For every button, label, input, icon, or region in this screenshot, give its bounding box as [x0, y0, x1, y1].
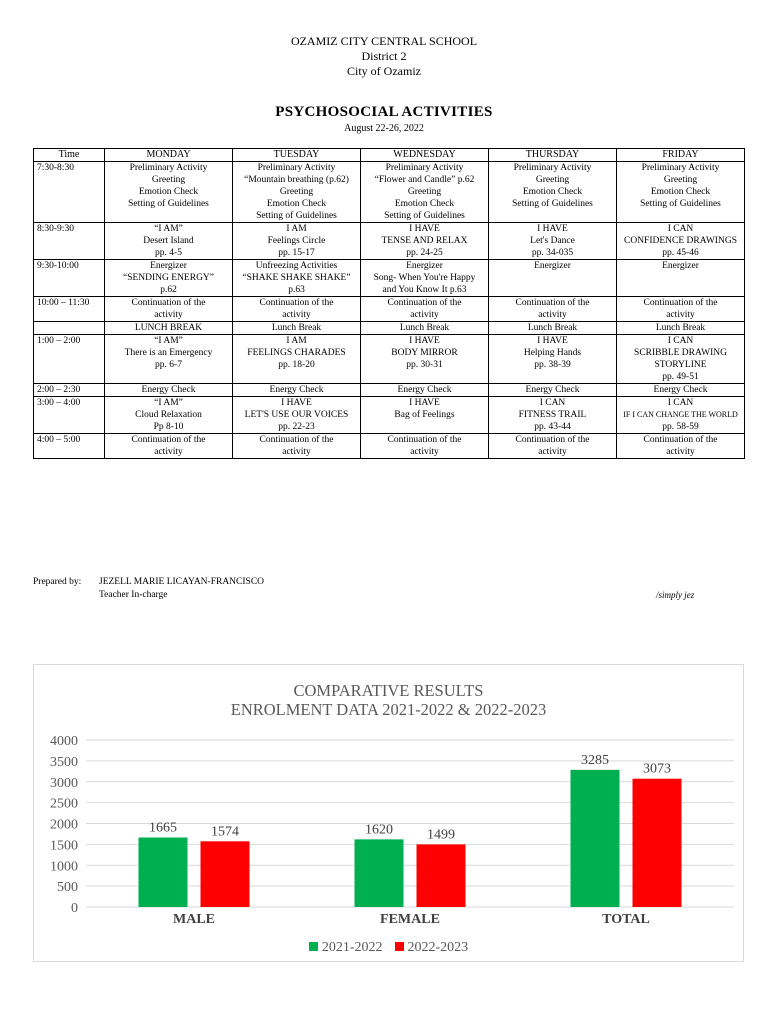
preparer-name: JEZELL MARIE LICAYAN-FRANCISCO: [99, 577, 265, 587]
activity-line: and You Know It p.63: [382, 285, 467, 295]
legend-swatch: [309, 942, 318, 951]
activity-line: I CAN: [667, 336, 694, 346]
document-date: August 22-26, 2022: [344, 123, 424, 134]
bar: [633, 779, 682, 907]
activity-line: Preliminary Activity: [385, 163, 464, 173]
activity-line: Setting of Guidelines: [256, 211, 337, 221]
time-slot: 7:30-8:30: [34, 162, 105, 223]
activity-line: Pp 8-10: [153, 422, 184, 432]
table-row: [34, 162, 745, 223]
activity-line: Preliminary Activity: [513, 163, 592, 173]
time-slot: 4:00 – 5:00: [34, 434, 105, 459]
activity-line: pp. 24-25: [406, 248, 443, 258]
chart-subtitle: ENROLMENT DATA 2021-2022 & 2022-2023: [230, 700, 547, 719]
activity-cell-friday: [617, 223, 745, 260]
activity-line: Continuation of the: [515, 298, 590, 308]
activity-line: Continuation of the: [387, 435, 462, 445]
table-row: [34, 260, 745, 297]
activity-cell-thursday: [489, 322, 617, 335]
activity-line: pp. 22-23: [278, 422, 315, 432]
data-label: 1574: [211, 824, 239, 840]
activity-cell-friday: [617, 384, 745, 397]
activity-line: “SHAKE SHAKE SHAKE”: [242, 273, 351, 283]
activity-line: SCRIBBLE DRAWING: [634, 348, 727, 358]
bar: [571, 770, 620, 907]
column-header-wednesday: WEDNESDAY: [361, 149, 489, 162]
activity-cell-wednesday: [361, 322, 489, 335]
activity-line: pp. 38-39: [534, 360, 571, 370]
table-row: [34, 434, 745, 459]
activity-line: I HAVE: [409, 336, 440, 346]
activity-line: activity: [410, 310, 439, 320]
activity-cell-thursday: [489, 297, 617, 322]
school-name: OZAMIZ CITY CENTRAL SCHOOL: [290, 34, 478, 48]
activity-line: pp. 49-51: [662, 372, 699, 382]
enrolment-chart: [33, 664, 744, 962]
activity-line: pp. 34-035: [531, 248, 574, 258]
activity-line: Preliminary Activity: [129, 163, 208, 173]
activity-line: Energizer: [662, 261, 699, 271]
activity-line: Setting of Guidelines: [384, 211, 465, 221]
y-tick-label: 3500: [50, 754, 78, 770]
activity-line: Setting of Guidelines: [640, 199, 721, 209]
table-row: [34, 223, 745, 260]
time-slot: 8:30-9:30: [34, 223, 105, 260]
activity-cell-monday: [105, 223, 233, 260]
activity-cell-tuesday: [233, 335, 361, 384]
activity-cell-thursday: [489, 384, 617, 397]
activity-line: I CAN: [667, 224, 694, 234]
activity-line: Energizer: [406, 261, 443, 271]
chart-title: COMPARATIVE RESULTS: [293, 681, 484, 700]
prepared-by-label: Prepared by:: [33, 577, 82, 587]
activity-cell-wednesday: [361, 260, 489, 297]
activity-line: activity: [538, 447, 567, 457]
activity-line: Lunch Break: [527, 323, 578, 333]
activity-cell-friday: [617, 297, 745, 322]
bar: [201, 841, 250, 907]
activity-cell-monday: [105, 260, 233, 297]
time-slot: [34, 322, 105, 335]
activity-line: Greeting: [407, 187, 442, 197]
activity-line: Emotion Check: [394, 199, 455, 209]
activity-cell-tuesday: [233, 397, 361, 434]
activity-line: “Mountain breathing (p.62): [244, 175, 349, 185]
activity-cell-wednesday: [361, 335, 489, 384]
document-title: PSYCHOSOCIAL ACTIVITIES: [275, 104, 493, 120]
preparer-role: Teacher In-charge: [99, 590, 168, 600]
activity-line: Unfreezing Activities: [255, 261, 338, 271]
activity-line: Desert Island: [143, 236, 194, 246]
activity-line: Energy Check: [269, 385, 324, 395]
activity-line: Lunch Break: [399, 323, 450, 333]
y-tick-label: 500: [57, 880, 78, 896]
activity-line: activity: [538, 310, 567, 320]
activity-line: Energizer: [150, 261, 187, 271]
activity-line: Continuation of the: [259, 298, 334, 308]
activity-line: I HAVE: [409, 224, 440, 234]
legend-item: [309, 940, 383, 956]
time-slot: 9:30-10:00: [34, 260, 105, 297]
activity-line: Setting of Guidelines: [512, 199, 593, 209]
bar: [417, 844, 466, 907]
activity-line: p.62: [160, 285, 177, 295]
activity-cell-friday: [617, 434, 745, 459]
activity-line: pp. 18-20: [278, 360, 315, 370]
activity-line: Greeting: [535, 175, 570, 185]
x-tick-label: TOTAL: [602, 912, 650, 927]
activity-cell-friday: [617, 162, 745, 223]
activity-cell-monday: [105, 335, 233, 384]
activity-cell-tuesday: [233, 223, 361, 260]
time-slot: 10:00 – 11:30: [34, 297, 105, 322]
activity-cell-monday: [105, 434, 233, 459]
activity-line: Lunch Break: [271, 323, 322, 333]
activity-line: activity: [282, 447, 311, 457]
activity-cell-thursday: [489, 223, 617, 260]
activity-cell-wednesday: [361, 384, 489, 397]
activity-line: I HAVE: [281, 398, 312, 408]
activity-line: LET'S USE OUR VOICES: [244, 410, 349, 420]
activity-line: “I AM”: [154, 336, 183, 346]
district: District 2: [361, 49, 407, 63]
time-slot: 2:00 – 2:30: [34, 384, 105, 397]
data-label: 1665: [149, 820, 177, 836]
activity-line: Continuation of the: [131, 435, 206, 445]
activity-line: “SENDING ENERGY”: [122, 273, 215, 283]
school-header: [0, 34, 768, 79]
data-label: 1499: [427, 827, 455, 843]
activity-cell-monday: [105, 162, 233, 223]
y-tick-label: 2000: [50, 817, 78, 833]
activity-line: I AM: [286, 336, 307, 346]
activity-line: pp. 45-46: [662, 248, 699, 258]
activity-cell-wednesday: [361, 397, 489, 434]
activity-cell-tuesday: [233, 162, 361, 223]
activity-line: pp. 15-17: [278, 248, 315, 258]
activity-line: activity: [666, 447, 695, 457]
activity-cell-thursday: [489, 335, 617, 384]
activity-line: Preliminary Activity: [641, 163, 720, 173]
activity-schedule-table: [33, 148, 745, 459]
activity-line: I HAVE: [537, 336, 568, 346]
activity-line: There is an Emergency: [124, 348, 213, 358]
activity-cell-thursday: [489, 162, 617, 223]
table-row: [34, 335, 745, 384]
activity-line: FITNESS TRAIL: [518, 410, 587, 420]
activity-line: “I AM”: [154, 224, 183, 234]
activity-line: Energy Check: [397, 385, 452, 395]
activity-line: LUNCH BREAK: [134, 323, 203, 333]
activity-cell-friday: [617, 397, 745, 434]
y-tick-label: 4000: [50, 734, 78, 749]
activity-line: Energy Check: [653, 385, 708, 395]
activity-line: Continuation of the: [259, 435, 334, 445]
activity-line: FEELINGS CHARADES: [247, 348, 346, 358]
activity-line: “I AM”: [154, 398, 183, 408]
activity-cell-monday: [105, 397, 233, 434]
data-label: 3073: [643, 761, 671, 777]
column-header-tuesday: TUESDAY: [233, 149, 361, 162]
activity-cell-tuesday: [233, 260, 361, 297]
activity-line: Continuation of the: [643, 298, 718, 308]
city: City of Ozamiz: [347, 64, 421, 78]
activity-line: I CAN: [539, 398, 566, 408]
activity-cell-wednesday: [361, 297, 489, 322]
bar: [139, 837, 188, 907]
y-tick-label: 1000: [50, 859, 78, 875]
data-label: 1620: [365, 822, 393, 838]
activity-line: activity: [666, 310, 695, 320]
activity-cell-friday: [617, 335, 745, 384]
activity-line: Energy Check: [141, 385, 196, 395]
x-tick-label: FEMALE: [380, 912, 440, 927]
activity-line: Emotion Check: [138, 187, 199, 197]
activity-line: Song- When You're Happy: [373, 273, 476, 283]
activity-line: Continuation of the: [515, 435, 590, 445]
table-row: [34, 384, 745, 397]
activity-cell-wednesday: [361, 223, 489, 260]
x-tick-label: MALE: [173, 912, 215, 927]
y-tick-label: 2500: [50, 796, 78, 812]
activity-line: pp. 58-59: [662, 422, 699, 432]
activity-cell-thursday: [489, 397, 617, 434]
activity-line: Feelings Circle: [267, 236, 326, 246]
activity-line: activity: [282, 310, 311, 320]
activity-line: Greeting: [151, 175, 186, 185]
activity-line: Continuation of the: [387, 298, 462, 308]
activity-cell-tuesday: [233, 297, 361, 322]
table-row: [34, 297, 745, 322]
activity-line: Continuation of the: [131, 298, 206, 308]
activity-line: Lunch Break: [655, 323, 706, 333]
activity-line: I HAVE: [537, 224, 568, 234]
activity-cell-thursday: [489, 434, 617, 459]
chart-legend: [34, 940, 743, 956]
legend-item: [395, 940, 469, 956]
activity-line: “Flower and Candle” p.62: [374, 175, 475, 185]
table-row: [34, 397, 745, 434]
activity-line: IF I CAN CHANGE THE WORLD: [623, 410, 738, 419]
activity-cell-friday: [617, 322, 745, 335]
activity-line: Energizer: [534, 261, 571, 271]
activity-line: Emotion Check: [266, 199, 327, 209]
time-slot: 1:00 – 2:00: [34, 335, 105, 384]
data-label: 3285: [581, 752, 609, 768]
activity-line: activity: [154, 447, 183, 457]
activity-cell-friday: [617, 260, 745, 297]
activity-line: pp. 30-31: [406, 360, 443, 370]
activity-cell-monday: [105, 384, 233, 397]
activity-cell-thursday: [489, 260, 617, 297]
activity-cell-tuesday: [233, 434, 361, 459]
prepared-by-block: [33, 576, 264, 602]
signature: /simply jez: [656, 590, 695, 600]
activity-line: Bag of Feelings: [394, 410, 455, 420]
activity-line: I AM: [286, 224, 307, 234]
activity-line: activity: [410, 447, 439, 457]
activity-line: Emotion Check: [650, 187, 711, 197]
legend-swatch: [395, 942, 404, 951]
y-tick-label: 1500: [50, 838, 78, 854]
activity-line: Greeting: [663, 175, 698, 185]
schedule-header-row: [34, 149, 745, 162]
activity-line: CONFIDENCE DRAWINGS: [624, 236, 737, 246]
activity-line: Greeting: [279, 187, 314, 197]
column-header-friday: FRIDAY: [617, 149, 745, 162]
activity-line: I CAN: [667, 398, 694, 408]
activity-line: Energy Check: [525, 385, 580, 395]
table-row: [34, 322, 745, 335]
activity-line: Cloud Relaxation: [135, 410, 202, 420]
legend-label: 2021-2022: [321, 940, 383, 955]
column-header-thursday: THURSDAY: [489, 149, 617, 162]
activity-line: BODY MIRROR: [391, 348, 458, 358]
activity-line: TENSE AND RELAX: [381, 236, 468, 246]
bar: [355, 839, 404, 907]
legend-label: 2022-2023: [407, 940, 469, 955]
time-slot: 3:00 – 4:00: [34, 397, 105, 434]
activity-line: Emotion Check: [522, 187, 583, 197]
activity-cell-monday: [105, 322, 233, 335]
activity-line: pp. 4-5: [155, 248, 182, 258]
activity-line: pp. 6-7: [155, 360, 182, 370]
activity-line: Continuation of the: [643, 435, 718, 445]
activity-line: Preliminary Activity: [257, 163, 336, 173]
column-header-monday: MONDAY: [105, 149, 233, 162]
activity-line: Helping Hands: [523, 348, 582, 358]
activity-line: pp. 43-44: [534, 422, 571, 432]
y-tick-label: 0: [71, 901, 78, 916]
column-header-time: Time: [34, 149, 105, 162]
chart-plot: [34, 665, 743, 961]
activity-line: p.63: [288, 285, 305, 295]
activity-cell-tuesday: [233, 384, 361, 397]
activity-line: activity: [154, 310, 183, 320]
activity-cell-wednesday: [361, 162, 489, 223]
activity-cell-monday: [105, 297, 233, 322]
activity-cell-tuesday: [233, 322, 361, 335]
activity-line: Let's Dance: [530, 236, 575, 246]
y-tick-label: 3000: [50, 775, 78, 791]
activity-line: I HAVE: [409, 398, 440, 408]
activity-line: STORYLINE: [654, 360, 707, 370]
activity-line: Setting of Guidelines: [128, 199, 209, 209]
activity-cell-wednesday: [361, 434, 489, 459]
